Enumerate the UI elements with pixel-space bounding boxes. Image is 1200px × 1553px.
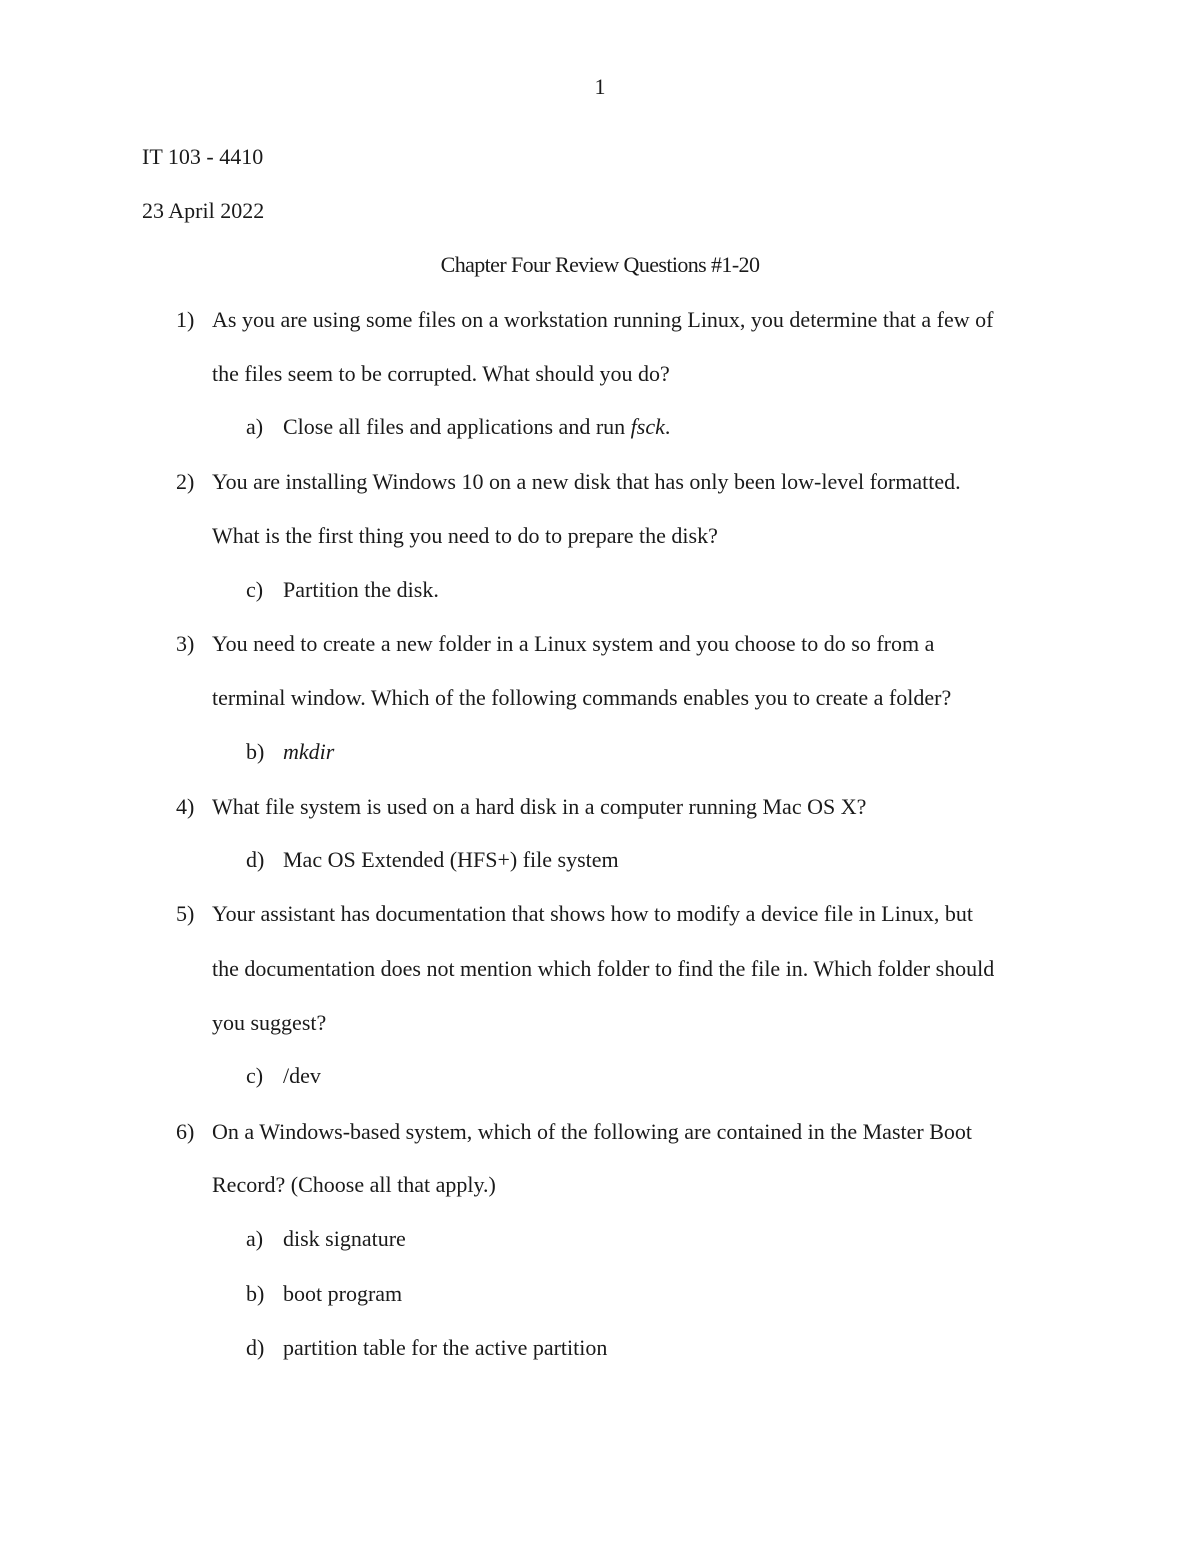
- question-text-line: the documentation does not mention which folder to find the file in. Which folder should: [212, 956, 995, 981]
- question-text-line: Record? (Choose all that apply.): [212, 1172, 496, 1197]
- question-number: 2): [176, 469, 195, 494]
- question-text-line: you suggest?: [212, 1010, 327, 1035]
- question-text-line: You need to create a new folder in a Linux system and you choose to do so from a: [212, 631, 935, 656]
- document-title: Chapter Four Review Questions #1-20: [440, 252, 760, 277]
- command-fsck: fsck: [630, 414, 665, 439]
- answer-letter: c): [246, 577, 264, 602]
- answer-text: /dev: [283, 1063, 321, 1088]
- question-text-line: What is the first thing you need to do to prepare the disk?: [212, 523, 718, 548]
- answer-text: Partition the disk.: [283, 577, 439, 602]
- answer-text: Mac OS Extended (HFS+) file system: [283, 847, 619, 872]
- answer-text: Close all files and applications and run fsck.: [283, 414, 671, 439]
- answer-text: disk signature: [283, 1226, 406, 1251]
- question-number: 4): [176, 794, 195, 819]
- question-text-line: You are installing Windows 10 on a new disk that has only been low-level formatted.: [212, 469, 961, 494]
- answer-letter: a): [246, 1226, 264, 1251]
- answer-letter: b): [246, 739, 265, 764]
- course-label: IT 103 - 4410: [142, 144, 264, 169]
- question-number: 6): [176, 1119, 195, 1144]
- question-text-line: terminal window. Which of the following commands enables you to create a folder?: [212, 685, 952, 710]
- answer-letter: b): [246, 1281, 265, 1306]
- question-text-line: Your assistant has documentation that shows how to modify a device file in Linux, but: [212, 901, 973, 926]
- answer-text: partition table for the active partition: [283, 1335, 608, 1360]
- question-text-line: As you are using some files on a workstation running Linux, you determine that a few of: [212, 307, 994, 332]
- date-label: 23 April 2022: [142, 198, 265, 223]
- answer-text: boot program: [283, 1281, 403, 1306]
- question-text-line: What file system is used on a hard disk in a computer running Mac OS X?: [212, 794, 867, 819]
- question-number: 5): [176, 901, 195, 926]
- answer-letter: d): [246, 847, 265, 872]
- page-number: 1: [594, 74, 606, 99]
- answer-letter: d): [246, 1335, 265, 1360]
- answer-text: mkdir: [283, 739, 335, 764]
- answer-letter: c): [246, 1063, 264, 1088]
- question-number: 1): [176, 307, 195, 332]
- question-text-line: On a Windows-based system, which of the following are contained in the Master Boot: [212, 1119, 972, 1144]
- answer-letter: a): [246, 414, 264, 439]
- question-number: 3): [176, 631, 195, 656]
- question-text-line: the files seem to be corrupted. What should you do?: [212, 361, 670, 386]
